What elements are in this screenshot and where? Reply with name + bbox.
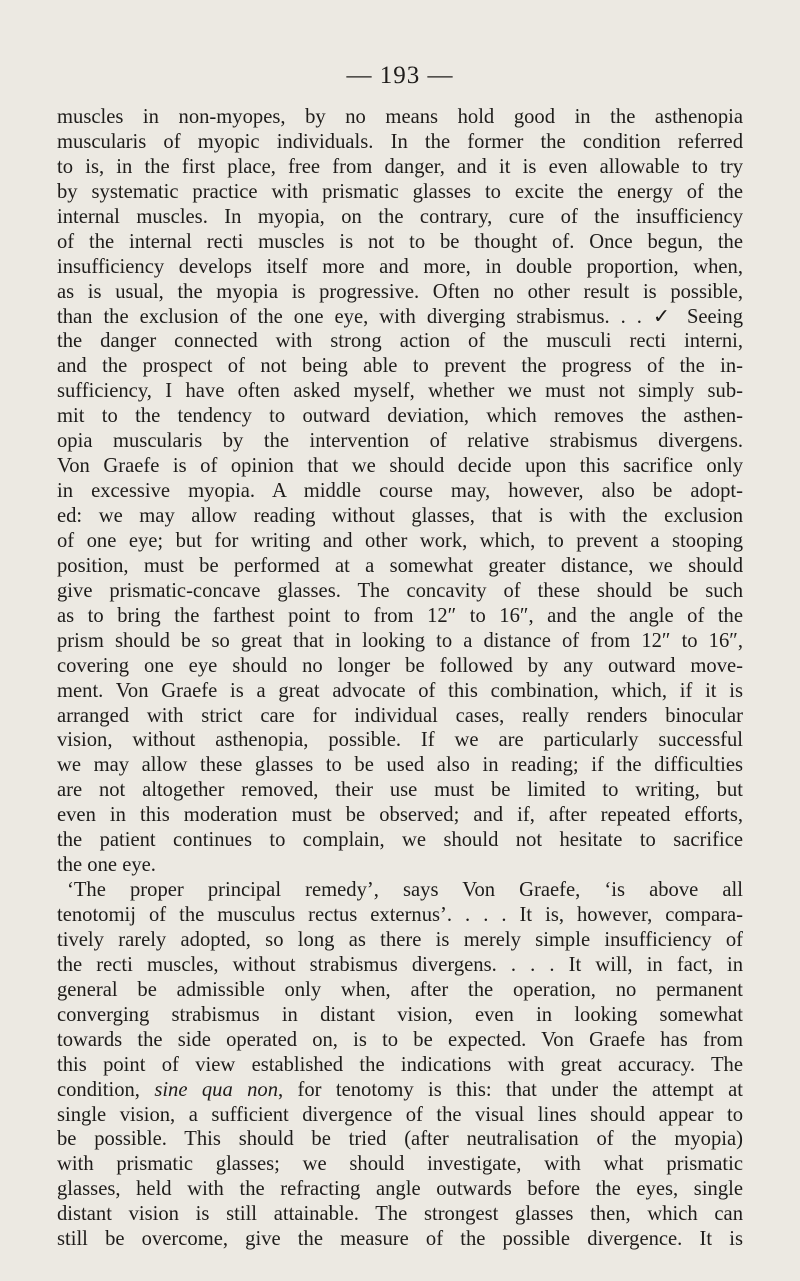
text-line: with prismatic glasses; we should investigate, with what prismatic — [57, 1153, 743, 1176]
text-line: give prismatic-concave glasses. The concavity of these should be such — [57, 579, 743, 602]
text-segment: condition, — [57, 1078, 155, 1101]
text-line: the danger connected with strong action of the musculi recti interni, — [57, 330, 743, 353]
text-line: tenotomij of the musculus rectus externus’. . . . It is, however, compara- — [57, 904, 743, 926]
text-line: tively rarely adopted, so long as there is merely simple insufficiency of — [57, 928, 743, 951]
text-line: even in this moderation must be observed; and if, after repeated efforts, — [57, 804, 743, 827]
text-line: glasses, held with the refracting angle outwards before the eyes, single — [57, 1178, 743, 1201]
text-line: mit to the tendency to outward deviation, which removes the asthen- — [57, 405, 743, 428]
text-line: by systematic practice with prismatic glasses to excite the energy of the — [57, 180, 743, 203]
text-line: vision, without asthenopia, possible. If we are particularly successful — [57, 729, 743, 752]
text-line: general be admissible only when, after the operation, no permanent — [57, 978, 743, 1001]
text-line: covering one eye should no longer be followed by any outward move- — [57, 654, 743, 677]
italic-phrase: sine qua non — [154, 1078, 278, 1101]
text-line: arranged with strict care for individual cases, really renders binocular — [57, 704, 743, 727]
text-line: be possible. This should be tried (after neutralisation of the myopia) — [57, 1128, 743, 1151]
text-line: ‘The proper principal remedy’, says Von Graefe, ‘is above all — [67, 879, 743, 902]
text-line: as is usual, the myopia is progressive. Often no other result is possible, — [57, 280, 743, 303]
text-line — [57, 1078, 743, 1103]
text-line: to is, in the first place, free from danger, and it is even allowable to try — [57, 155, 743, 178]
text-line: than the exclusion of the one eye, with diverging strabismus. . . ✓ Seeing — [57, 305, 743, 328]
text-line: position, must be performed at a somewhat greater distance, we should — [57, 554, 743, 577]
text-line: single vision, a sufficient divergence of the visual lines should appear to — [57, 1103, 743, 1126]
text-line: prism should be so great that in looking to a distance of from 12″ to 16″, — [57, 629, 743, 652]
text-line: distant vision is still attainable. The strongest glasses then, which can — [57, 1203, 743, 1226]
text-line: ment. Von Graefe is a great advocate of this combination, which, if it is — [57, 679, 743, 702]
text-line: muscularis of myopic individuals. In the former the condition referred — [57, 130, 743, 153]
text-line: opia muscularis by the intervention of relative strabismus divergens. — [57, 430, 743, 453]
text-line: the recti muscles, without strabismus divergens. . . . It will, in fact, in — [57, 953, 743, 976]
text-line: internal muscles. In myopia, on the contrary, cure of the insufficiency — [57, 205, 743, 228]
text-line: converging strabismus in distant vision, even in looking somewhat — [57, 1003, 743, 1026]
text-line: ed: we may allow reading without glasses, that is with the exclusion — [57, 505, 743, 527]
text-line: of one eye; but for writing and other work, which, to prevent a stooping — [57, 529, 743, 552]
page-number: — 193 — — [346, 62, 454, 89]
text-line: of the internal recti muscles is not to be thought of. Once begun, the — [57, 230, 743, 253]
text-line: towards the side operated on, is to be expected. Von Graefe has from — [57, 1028, 743, 1051]
text-line: the one eye. — [57, 854, 156, 877]
text-line: are not altogether removed, their use must be limited to writing, but — [57, 779, 743, 802]
body-text — [57, 105, 743, 1252]
text-line: sufficiency, I have often asked myself, whether we must not simply sub- — [57, 380, 743, 403]
text-line: and the prospect of not being able to prevent the progress of the in- — [57, 355, 743, 378]
text-line: still be overcome, give the measure of the possible divergence. It is — [57, 1228, 743, 1251]
text-line: Von Graefe is of opinion that we should decide upon this sacrifice only — [57, 455, 743, 478]
text-line: in excessive myopia. A middle course may, however, also be adopt- — [57, 480, 743, 503]
text-line: as to bring the farthest point to from 12″ to 16″, and the angle of the — [57, 604, 743, 627]
text-line: the patient continues to complain, we should not hesitate to sacrifice — [57, 829, 743, 852]
text-line: insufficiency develops itself more and more, in double proportion, when, — [57, 255, 743, 278]
text-segment: , for tenotomy is this: that under the attempt at — [278, 1078, 743, 1101]
text-line: we may allow these glasses to be used also in reading; if the difficulties — [57, 754, 743, 777]
text-line: muscles in non-myopes, by no means hold good in the asthenopia — [57, 106, 743, 128]
text-line: this point of view established the indications with great accuracy. The — [57, 1053, 743, 1076]
